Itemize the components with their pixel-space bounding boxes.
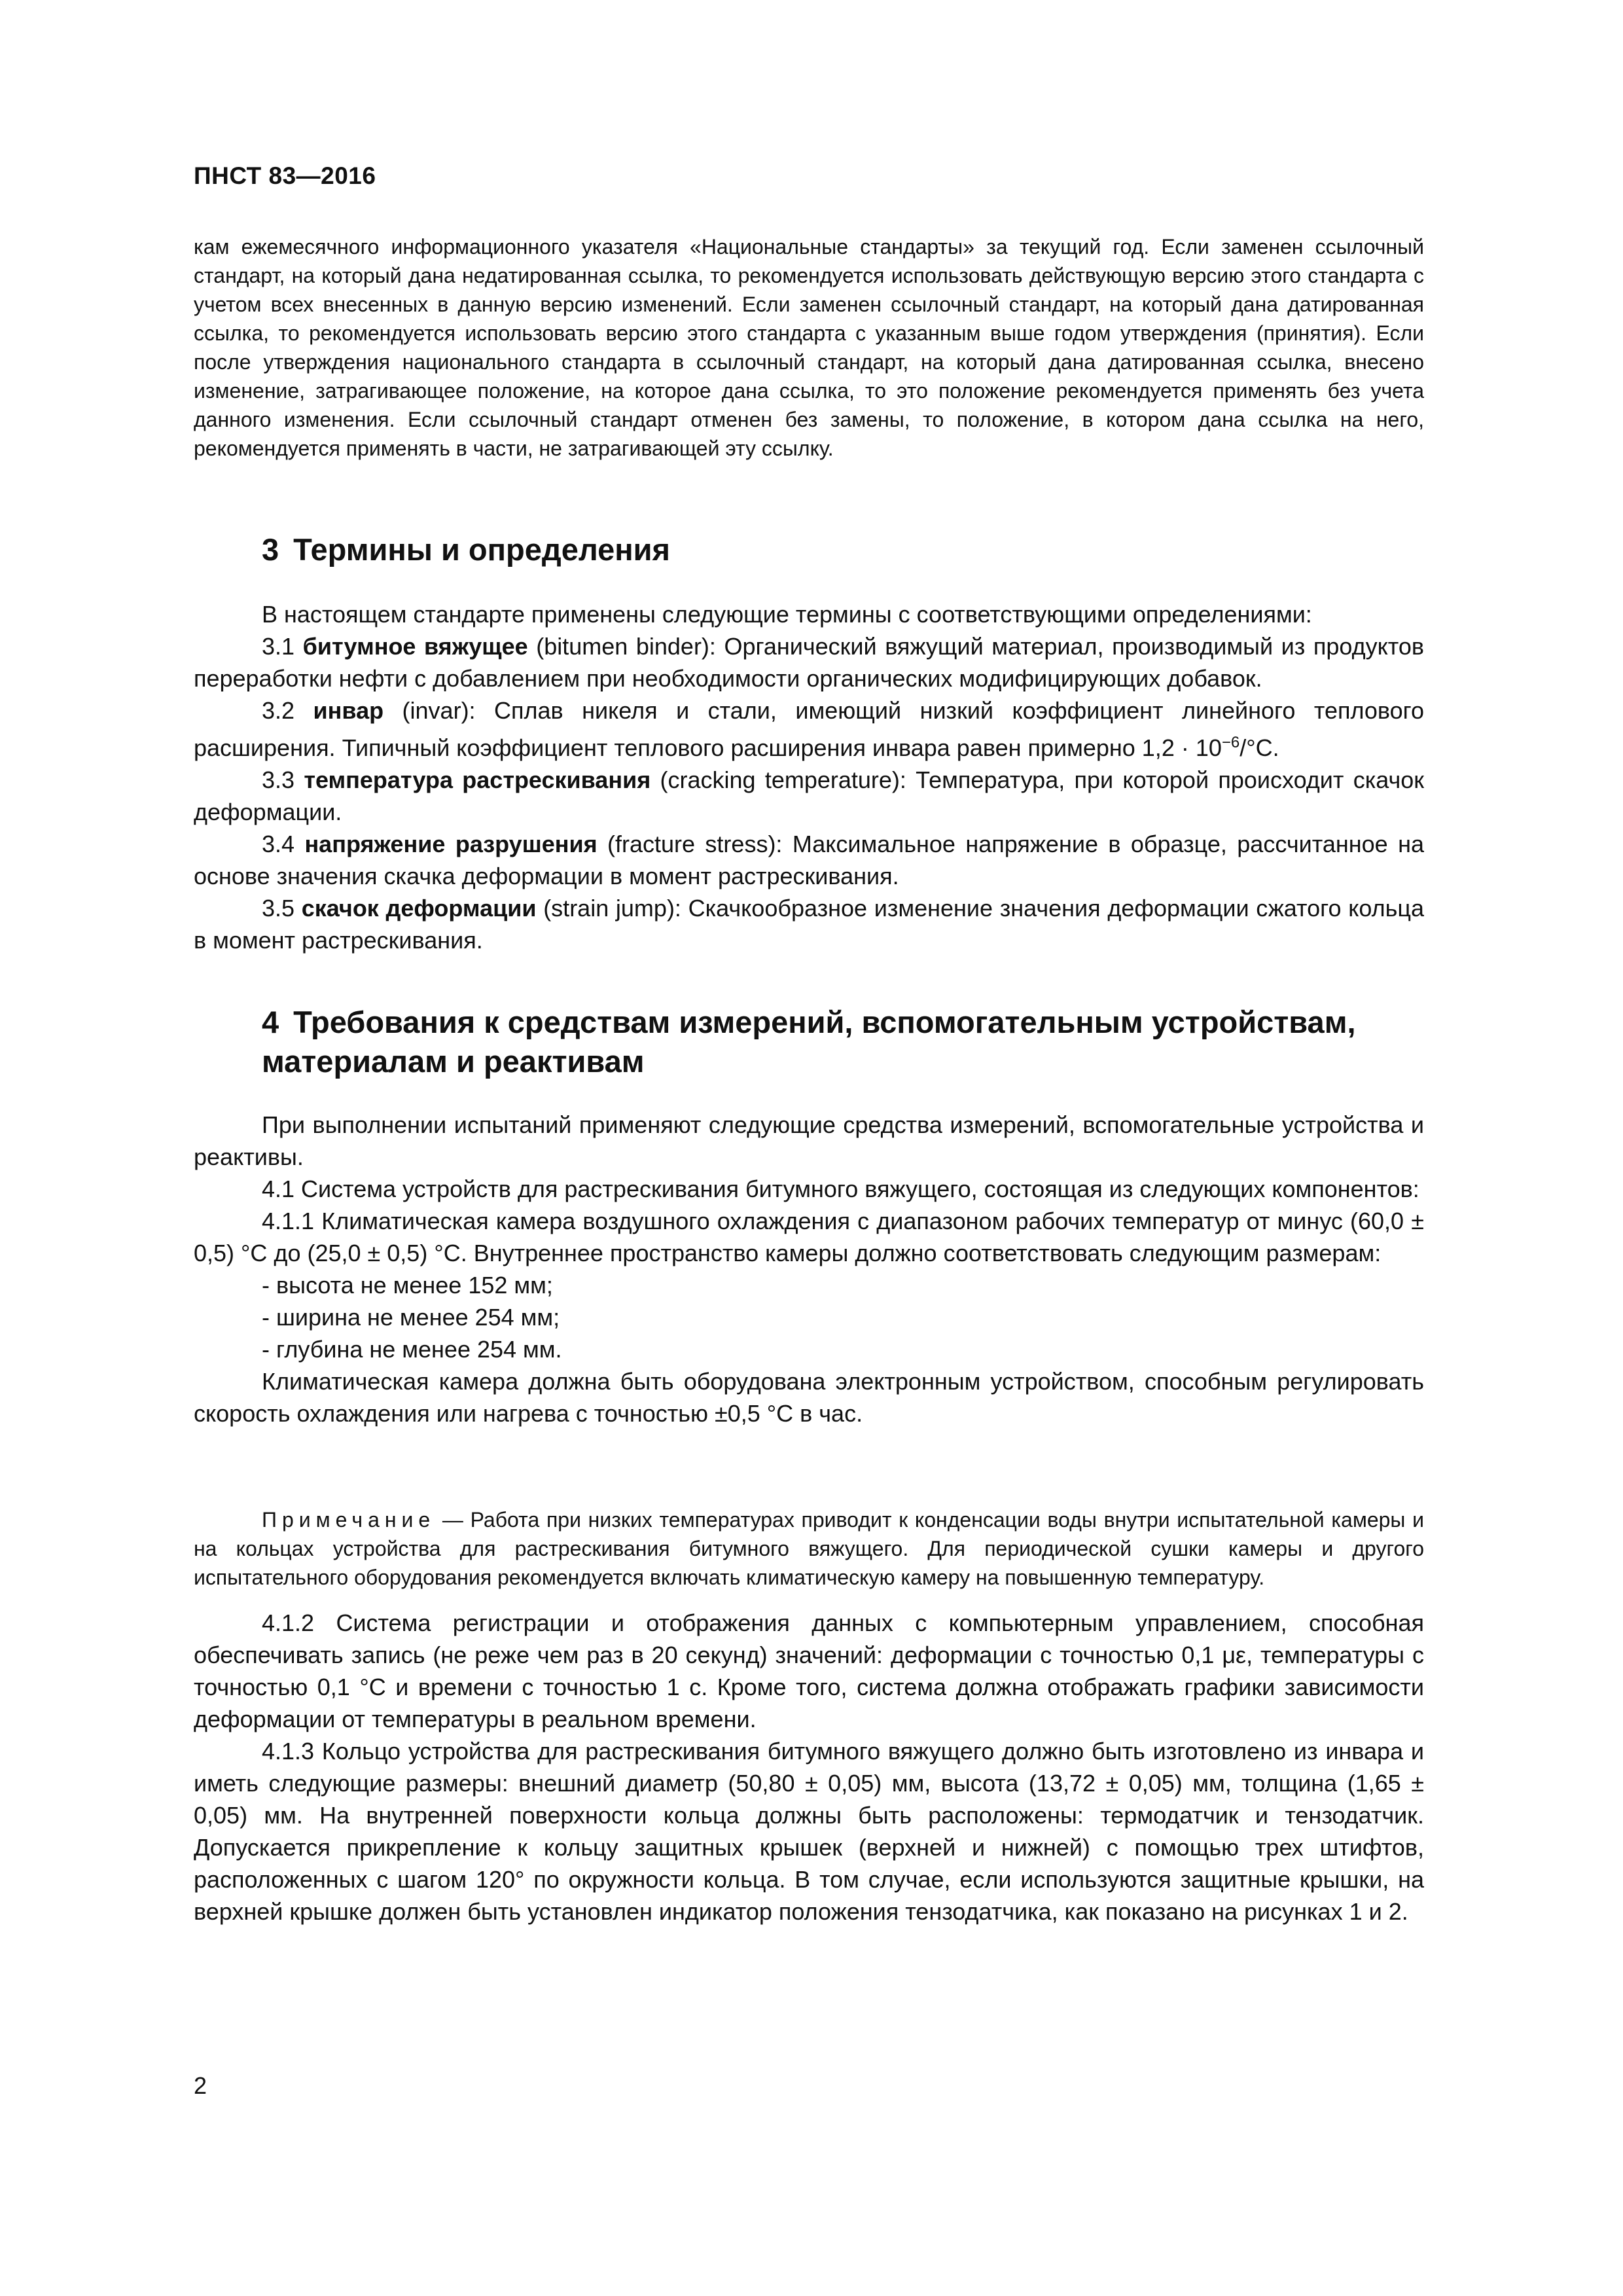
note-paragraph (194, 1505, 1424, 1592)
document-id-header: ПНСТ 83—2016 (194, 162, 376, 189)
term-3-1 (194, 630, 1424, 694)
note-block (194, 1505, 1424, 1592)
term-name: напряжение разрушения (304, 831, 597, 857)
term-3-3 (194, 764, 1424, 828)
term-definition: (invar): Сплав никеля и стали, имеющий низкий коэффициент линейного теплового расширения. Типичный коэффициент теплового расширения инвара равен примерно 1,2 · 10 (194, 697, 1424, 761)
section-3-lead: В настоящем стандарте применены следующие термины с соответствующими определениями: (262, 601, 1312, 628)
clause-4-1-3: 4.1.3 Кольцо устройства для растрескивания битумного вяжущего должно быть изготовлено из инвара и иметь следующие размеры: внешний диаметр (50,80 ± 0,05) мм, высота (13,72 ± 0,05) мм, толщина (1,65 ± 0,05) мм. На внутренней поверхности кольца должны быть расположены: термодатчик и тензодатчик. Допускается прикрепление к кольцу защитных крышек (верхней и нижней) с помощью трех штифтов, расположенных с шагом 120° по окружности кольца. В том случае, если используются защитные крышки, на верхней крышке должен быть установлен индикатор положения тензодатчика, как показано на рисунках 1 и 2. (194, 1738, 1424, 1925)
section-4-title-line1: Требования к средствам измерений, вспомогательным устройствам, (293, 1005, 1356, 1039)
note-label: Примечание (262, 1508, 436, 1532)
term-definition: (cracking temperature): Температура, при которой происходит скачок деформации. (194, 766, 1424, 825)
term-name: битумное вяжущее (302, 633, 528, 660)
term-definition: (strain jump): Скачкообразное изменение значения деформации сжатого кольца в момент растрескивания. (194, 895, 1424, 954)
section-4-continued (194, 1607, 1424, 1928)
section-3-title: Термины и определения (293, 532, 670, 567)
term-superscript: −6 (1221, 734, 1240, 751)
dimension-height: - высота не менее 152 мм; (262, 1272, 553, 1299)
term-name: температура растрескивания (304, 766, 651, 793)
section-4-body (194, 1109, 1424, 1429)
page-number: 2 (194, 2072, 207, 2099)
term-3-2 (194, 694, 1424, 764)
term-definition-tail: /°С. (1240, 734, 1279, 761)
term-definition: (fracture stress): Максимальное напряжение в образце, рассчитанное на основе значения скачка деформации в момент растрескивания. (194, 831, 1424, 889)
term-definition: (bitumen binder): Органический вяжущий материал, производимый из продуктов переработки нефти с добавлением при необходимости органических модифицирующих добавок. (194, 633, 1424, 692)
section-3-heading (262, 530, 670, 569)
section-3-body (194, 598, 1424, 956)
term-3-4 (194, 828, 1424, 892)
section-4-heading (262, 1003, 1356, 1081)
dimension-width: - ширина не менее 254 мм; (262, 1304, 560, 1331)
term-number: 3.1 (262, 633, 295, 660)
clause-4-1: 4.1 Система устройств для растрескивания битумного вяжущего, состоящая из следующих компонентов: (262, 1175, 1419, 1202)
section-3-number: 3 (262, 532, 279, 567)
term-number: 3.4 (262, 831, 295, 857)
term-number: 3.2 (262, 697, 295, 724)
term-name: скачок деформации (301, 895, 537, 922)
intro-text: кам ежемесячного информационного указателя «Национальные стандарты» за текущий год. Если заменен ссылочный стандарт, на который дана недатированная ссылка, то рекомендуется использовать действующую версию этого стандарта с учетом всех внесенных в данную версию изменений. Если заменен ссылочный стандарт, на который дана датированная ссылка, то рекомендуется использовать версию этого стандарта с указанным выше годом утверждения (принятия). Если после утверждения национального стандарта в ссылочный стандарт, на который дана датированная ссылка, внесено изменение, затрагивающее положение, на которое дана ссылка, то это положение рекомендуется применять без учета данного изменения. Если ссылочный стандарт отменен без замены, то положение, в котором дана ссылка на него, рекомендуется применять в части, не затрагивающей эту ссылку. (194, 235, 1424, 460)
note-text: — Работа при низких температурах приводит к конденсации воды внутри испытательной камеры и на кольцах устройства для растрескивания битумного вяжущего. Для периодической сушки камеры и другого испытательного оборудования рекомендуется включать климатическую камеру на повышенную температуру. (194, 1508, 1424, 1589)
dimension-depth: - глубина не менее 254 мм. (262, 1336, 562, 1363)
section-4-title-line2: материалам и реактивам (262, 1044, 645, 1079)
section-4-lead: При выполнении испытаний применяют следующие средства измерений, вспомогательные устройства и реактивы. (194, 1111, 1424, 1170)
section-4-number: 4 (262, 1005, 279, 1039)
camera-paragraph: Климатическая камера должна быть оборудована электронным устройством, способным регулировать скорость охлаждения или нагрева с точностью ±0,5 °С в час. (194, 1368, 1424, 1427)
term-3-5 (194, 892, 1424, 956)
term-number: 3.5 (262, 895, 295, 922)
intro-paragraph (194, 232, 1424, 463)
term-name: инвар (313, 697, 384, 724)
clause-4-1-2: 4.1.2 Система регистрации и отображения данных с компьютерным управлением, способная обеспечивать запись (не реже чем раз в 20 секунд) значений: деформации с точностью 0,1 με, температуры с точностью 0,1 °С и времени с точностью 1 с. Кроме того, система должна отображать графики зависимости деформации от температуры в реальном времени. (194, 1609, 1424, 1732)
term-number: 3.3 (262, 766, 295, 793)
clause-4-1-1: 4.1.1 Климатическая камера воздушного охлаждения с диапазоном рабочих температур от минус (60,0 ± 0,5) °С до (25,0 ± 0,5) °С. Внутреннее пространство камеры должно соответствовать следующим размерам: (194, 1208, 1424, 1266)
